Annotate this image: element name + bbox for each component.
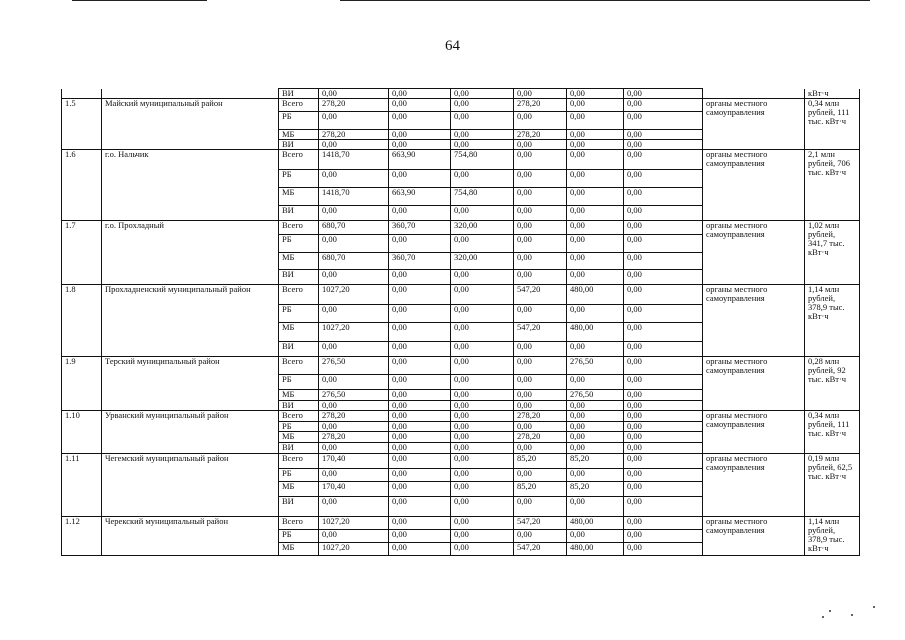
funding-source: РБ	[279, 305, 319, 323]
cell-value: 0,00	[451, 469, 514, 482]
cell-value: 0,00	[451, 323, 514, 342]
cell-value: 480,00	[567, 517, 624, 530]
cell-value: 278,20	[319, 99, 389, 112]
cell-value: 0,00	[567, 253, 624, 270]
funding-source: МБ	[279, 253, 319, 270]
cell-value: 0,00	[514, 188, 567, 206]
section-number: 1.10	[62, 411, 102, 454]
top-rule-left	[72, 0, 207, 1]
cell-value: 754,80	[451, 150, 514, 170]
cell-value: 0,00	[624, 270, 703, 285]
cell-value: 0,00	[389, 411, 451, 422]
cell-value: 0,00	[319, 235, 389, 253]
cell-value: 0,00	[567, 99, 624, 112]
cell-value: 0,00	[451, 454, 514, 469]
funding-source: Всего	[279, 411, 319, 422]
cell-value: 0,00	[319, 112, 389, 130]
expected-effect: 1,02 млн рублей, 341,7 тыс. кВт·ч	[805, 221, 860, 285]
cell-value: 0,00	[319, 342, 389, 357]
table-row	[62, 357, 860, 375]
funding-source: Всего	[279, 150, 319, 170]
cell-value: 85,20	[514, 454, 567, 469]
responsible-agency: органы местного самоуправления	[703, 454, 805, 517]
cell-value: 85,20	[567, 454, 624, 469]
cell-value: 0,00	[567, 432, 624, 443]
funding-source: МБ	[279, 323, 319, 342]
table-row	[62, 411, 860, 422]
cell-value: 0,00	[451, 89, 514, 99]
cell-value: 0,00	[451, 543, 514, 556]
cell-value: 0,00	[624, 130, 703, 140]
cell-value: 480,00	[567, 543, 624, 556]
cell-value: 0,00	[624, 357, 703, 375]
cell-value: 680,70	[319, 253, 389, 270]
cell-value: 0,00	[567, 411, 624, 422]
cell-value: 0,00	[514, 422, 567, 432]
responsible-agency: органы местного самоуправления	[703, 150, 805, 221]
cell-value: 0,00	[514, 170, 567, 188]
responsible-agency: органы местного самоуправления	[703, 221, 805, 285]
table-row	[62, 517, 860, 530]
cell-value: 663,90	[389, 188, 451, 206]
cell-value: 0,00	[389, 469, 451, 482]
cell-value: 0,00	[451, 235, 514, 253]
cell-agency	[703, 89, 805, 99]
cell-value: 0,00	[389, 422, 451, 432]
cell-value: 0,00	[389, 99, 451, 112]
funding-source: Всего	[279, 221, 319, 235]
municipality-name: Терский муниципальный район	[102, 357, 279, 411]
cell-value: 0,00	[624, 432, 703, 443]
cell-value: 663,90	[389, 150, 451, 170]
cell-value: 170,40	[319, 482, 389, 497]
cell-value: 0,00	[624, 235, 703, 253]
cell-value: 0,00	[451, 357, 514, 375]
cell-value: 0,00	[451, 305, 514, 323]
cell-value: 0,00	[567, 130, 624, 140]
funding-source: РБ	[279, 530, 319, 543]
funding-source: МБ	[279, 432, 319, 443]
cell-value: 0,00	[567, 305, 624, 323]
cell-value: 0,00	[451, 482, 514, 497]
cell-value: 0,00	[514, 497, 567, 517]
responsible-agency: органы местного самоуправления	[703, 285, 805, 357]
municipality-name: г.о. Прохладный	[102, 221, 279, 285]
funding-source: МБ	[279, 390, 319, 401]
cell-value: 0,00	[567, 206, 624, 221]
cell-value: 0,00	[389, 112, 451, 130]
responsible-agency: органы местного самоуправления	[703, 411, 805, 454]
cell-value: 480,00	[567, 285, 624, 305]
cell-value: 0,00	[624, 443, 703, 454]
cell-value: 0,00	[624, 140, 703, 150]
cell-value: 276,50	[567, 357, 624, 375]
funding-source: ВИ	[279, 270, 319, 285]
cell-value: 0,00	[389, 454, 451, 469]
cell-value: 0,00	[624, 206, 703, 221]
cell-value: 0,00	[514, 140, 567, 150]
cell-value: 0,00	[514, 469, 567, 482]
cell-value: 680,70	[319, 221, 389, 235]
cell-value: 0,00	[389, 530, 451, 543]
cell-value: 0,00	[567, 401, 624, 411]
table-row	[62, 150, 860, 170]
cell-value: 1418,70	[319, 150, 389, 170]
section-number: 1.7	[62, 221, 102, 285]
cell-value: 0,00	[624, 150, 703, 170]
cell-value: 0,00	[389, 170, 451, 188]
expected-effect: 0,34 млн рублей, 111 тыс. кВт·ч	[805, 99, 860, 150]
responsible-agency: органы местного самоуправления	[703, 357, 805, 411]
cell-value: 1418,70	[319, 188, 389, 206]
cell-value: 1027,20	[319, 517, 389, 530]
expected-effect: 0,19 млн рублей, 62,5 тыс. кВт·ч	[805, 454, 860, 517]
cell-value: 85,20	[567, 482, 624, 497]
cell-value: 1027,20	[319, 323, 389, 342]
cell-value: 0,00	[624, 285, 703, 305]
cell-value: 0,00	[624, 482, 703, 497]
cell-value: 0,00	[319, 270, 389, 285]
cell-value: 0,00	[567, 89, 624, 99]
cell-value: 278,20	[319, 411, 389, 422]
cell-value: 0,00	[451, 130, 514, 140]
cell-value: 0,00	[389, 305, 451, 323]
cell-value: 0,00	[389, 497, 451, 517]
cell-value: 0,00	[624, 112, 703, 130]
cell-value: 0,00	[389, 357, 451, 375]
funding-source: Всего	[279, 99, 319, 112]
funding-source: ВИ	[279, 401, 319, 411]
cell-value: 360,70	[389, 253, 451, 270]
cell-value: 85,20	[514, 482, 567, 497]
cell-value: 0,00	[624, 375, 703, 390]
cell-value: 0,00	[451, 432, 514, 443]
table-row	[62, 454, 860, 469]
page-number: 64	[445, 38, 460, 54]
cell-value: 0,00	[514, 150, 567, 170]
cell-value: 0,00	[624, 454, 703, 469]
funding-source: ВИ	[279, 497, 319, 517]
cell-value: 0,00	[389, 140, 451, 150]
cell-value: 0,00	[451, 342, 514, 357]
cell-value: 0,00	[451, 99, 514, 112]
cell-value: 547,20	[514, 543, 567, 556]
top-rule-right	[340, 0, 870, 1]
cell-value: 276,50	[319, 390, 389, 401]
cell-value: 0,00	[514, 89, 567, 99]
scan-speck	[873, 606, 875, 608]
cell-value: 0,00	[624, 188, 703, 206]
cell-value: 0,00	[567, 188, 624, 206]
cell-value: 320,00	[451, 253, 514, 270]
cell-value: 0,00	[624, 170, 703, 188]
cell-value: 0,00	[624, 422, 703, 432]
cell-value: 320,00	[451, 221, 514, 235]
cell-value: 0,00	[514, 375, 567, 390]
cell-value: 0,00	[567, 443, 624, 454]
funding-source: Всего	[279, 357, 319, 375]
cell-value: 0,00	[389, 323, 451, 342]
cell-value: 0,00	[319, 530, 389, 543]
cell-value: 0,00	[451, 140, 514, 150]
expected-effect: 1,14 млн рублей, 378,9 тыс. кВт·ч	[805, 517, 860, 556]
cell-value: 0,00	[514, 357, 567, 375]
cell-value: 0,00	[451, 497, 514, 517]
cell-value: 0,00	[514, 221, 567, 235]
expected-effect: 1,14 млн рублей, 378,9 тыс. кВт·ч	[805, 285, 860, 357]
cell-value: 0,00	[451, 401, 514, 411]
cell-value: 0,00	[624, 323, 703, 342]
cell-value: 0,00	[624, 530, 703, 543]
cell-value: 276,50	[567, 390, 624, 401]
scan-speck	[822, 616, 824, 618]
expected-effect: 0,28 млн рублей, 92 тыс. кВт·ч	[805, 357, 860, 411]
funding-source: РБ	[279, 112, 319, 130]
cell-value: 0,00	[624, 401, 703, 411]
cell-value: 0,00	[319, 89, 389, 99]
section-number: 1.6	[62, 150, 102, 221]
cell-value: 0,00	[451, 443, 514, 454]
cell-value: 0,00	[389, 443, 451, 454]
funding-source: МБ	[279, 543, 319, 556]
cell-value: 0,00	[567, 422, 624, 432]
cell-value: 0,00	[567, 112, 624, 130]
responsible-agency: органы местного самоуправления	[703, 99, 805, 150]
cell-value: 0,00	[514, 530, 567, 543]
cell-value: 0,00	[451, 375, 514, 390]
cell-value: 0,00	[567, 469, 624, 482]
section-number: 1.12	[62, 517, 102, 556]
cell-value: 0,00	[451, 206, 514, 221]
cell-value: 0,00	[451, 112, 514, 130]
funding-source: ВИ	[279, 206, 319, 221]
cell-value: 360,70	[389, 221, 451, 235]
cell-value: 0,00	[514, 443, 567, 454]
section-number: 1.11	[62, 454, 102, 517]
cell-value: 0,00	[624, 305, 703, 323]
municipality-name: Урванский муниципальный район	[102, 411, 279, 454]
cell-value: 0,00	[624, 517, 703, 530]
cell-value: 276,50	[319, 357, 389, 375]
funding-source: Всего	[279, 517, 319, 530]
cell-value: 0,00	[624, 89, 703, 99]
expected-effect: 0,34 млн рублей, 111 тыс. кВт·ч	[805, 411, 860, 454]
funding-source: МБ	[279, 130, 319, 140]
cell-value: 0,00	[451, 390, 514, 401]
cell-value: 1027,20	[319, 543, 389, 556]
section-number: 1.8	[62, 285, 102, 357]
cell-value: 0,00	[514, 253, 567, 270]
table-row	[62, 285, 860, 305]
cell-value: 0,00	[389, 390, 451, 401]
cell-value: 0,00	[567, 270, 624, 285]
cell-value: 754,80	[451, 188, 514, 206]
cell-value: 0,00	[624, 497, 703, 517]
cell-value: 547,20	[514, 517, 567, 530]
cell-value: 0,00	[567, 140, 624, 150]
cell-value: 0,00	[514, 270, 567, 285]
funding-source: Всего	[279, 454, 319, 469]
cell-value: 0,00	[319, 422, 389, 432]
cell-value: 0,00	[567, 497, 624, 517]
program-table	[61, 88, 860, 556]
funding-source: ВИ	[279, 342, 319, 357]
municipality-name: Чегемский муниципальный район	[102, 454, 279, 517]
funding-source: РБ	[279, 469, 319, 482]
scan-speck	[829, 610, 831, 612]
cell-value: 278,20	[319, 130, 389, 140]
funding-source: ВИ	[279, 140, 319, 150]
cell-value: 0,00	[567, 150, 624, 170]
cell-value: 0,00	[514, 112, 567, 130]
cell-value: 0,00	[389, 206, 451, 221]
cell-value: 0,00	[514, 342, 567, 357]
cell-value: 0,00	[319, 140, 389, 150]
cell-value: 0,00	[389, 482, 451, 497]
cell-value: 0,00	[389, 89, 451, 99]
cell-value: 0,00	[567, 530, 624, 543]
cell-name	[102, 89, 279, 99]
cell-value: 0,00	[389, 270, 451, 285]
cell-value: 278,20	[514, 411, 567, 422]
cell-value: 0,00	[389, 342, 451, 357]
section-number: 1.5	[62, 99, 102, 150]
cell-value: 0,00	[319, 443, 389, 454]
cell-value: 170,40	[319, 454, 389, 469]
funding-source: РБ	[279, 375, 319, 390]
cell-value: 0,00	[389, 543, 451, 556]
cell-value: 0,00	[451, 270, 514, 285]
cell-value: 0,00	[514, 401, 567, 411]
cell-value: 547,20	[514, 323, 567, 342]
cell-value: 0,00	[389, 517, 451, 530]
cell-value: 0,00	[624, 469, 703, 482]
cell-value: 0,00	[624, 99, 703, 112]
cell-value: 0,00	[514, 305, 567, 323]
cell-value: 0,00	[319, 170, 389, 188]
funding-source: МБ	[279, 188, 319, 206]
table-row	[62, 89, 860, 99]
cell-no	[62, 89, 102, 99]
cell-value: 0,00	[319, 401, 389, 411]
cell-value: 0,00	[567, 170, 624, 188]
cell-value: 0,00	[624, 543, 703, 556]
cell-value: 0,00	[451, 285, 514, 305]
cell-value: 0,00	[389, 401, 451, 411]
cell-value: 547,20	[514, 285, 567, 305]
cell-value: 0,00	[567, 342, 624, 357]
table-row	[62, 99, 860, 112]
section-number: 1.9	[62, 357, 102, 411]
cell-value: 0,00	[624, 342, 703, 357]
cell-value: 0,00	[319, 375, 389, 390]
municipality-name: г.о. Нальчик	[102, 150, 279, 221]
table-row	[62, 221, 860, 235]
cell-value: 1027,20	[319, 285, 389, 305]
cell-value: 0,00	[451, 422, 514, 432]
cell-value: 0,00	[567, 375, 624, 390]
funding-source: МБ	[279, 482, 319, 497]
cell-value: 278,20	[319, 432, 389, 443]
cell-value: 0,00	[319, 469, 389, 482]
cell-value: 0,00	[389, 130, 451, 140]
cell-value: 0,00	[514, 235, 567, 253]
scan-speck	[851, 614, 853, 616]
cell-value: 0,00	[389, 235, 451, 253]
funding-source: Всего	[279, 285, 319, 305]
cell-value: 0,00	[624, 253, 703, 270]
funding-source: РБ	[279, 422, 319, 432]
cell-source: ВИ	[279, 89, 319, 99]
cell-value: 0,00	[567, 221, 624, 235]
responsible-agency: органы местного самоуправления	[703, 517, 805, 556]
cell-value: 0,00	[451, 411, 514, 422]
cell-value: 0,00	[624, 411, 703, 422]
municipality-name: Майский муниципальный район	[102, 99, 279, 150]
cell-value: 0,00	[451, 170, 514, 188]
cell-value: 0,00	[389, 375, 451, 390]
cell-value: 0,00	[624, 221, 703, 235]
cell-value: 278,20	[514, 99, 567, 112]
cell-value: 278,20	[514, 130, 567, 140]
municipality-name: Прохладненский муниципальный район	[102, 285, 279, 357]
cell-value: 0,00	[514, 206, 567, 221]
cell-value: 0,00	[389, 432, 451, 443]
cell-value: 480,00	[567, 323, 624, 342]
funding-source: РБ	[279, 170, 319, 188]
cell-value: 0,00	[567, 235, 624, 253]
cell-value: 0,00	[319, 497, 389, 517]
cell-value: 278,20	[514, 432, 567, 443]
municipality-name: Черекский муниципальный район	[102, 517, 279, 556]
cell-value: 0,00	[451, 530, 514, 543]
funding-source: РБ	[279, 235, 319, 253]
cell-value: 0,00	[514, 390, 567, 401]
funding-source: ВИ	[279, 443, 319, 454]
cell-value: 0,00	[624, 390, 703, 401]
cell-value: 0,00	[319, 305, 389, 323]
cell-value: 0,00	[319, 206, 389, 221]
cell-value: 0,00	[451, 517, 514, 530]
cell-value: 0,00	[389, 285, 451, 305]
cell-effect: кВт·ч	[805, 89, 860, 99]
expected-effect: 2,1 млн рублей, 706 тыс. кВт·ч	[805, 150, 860, 221]
